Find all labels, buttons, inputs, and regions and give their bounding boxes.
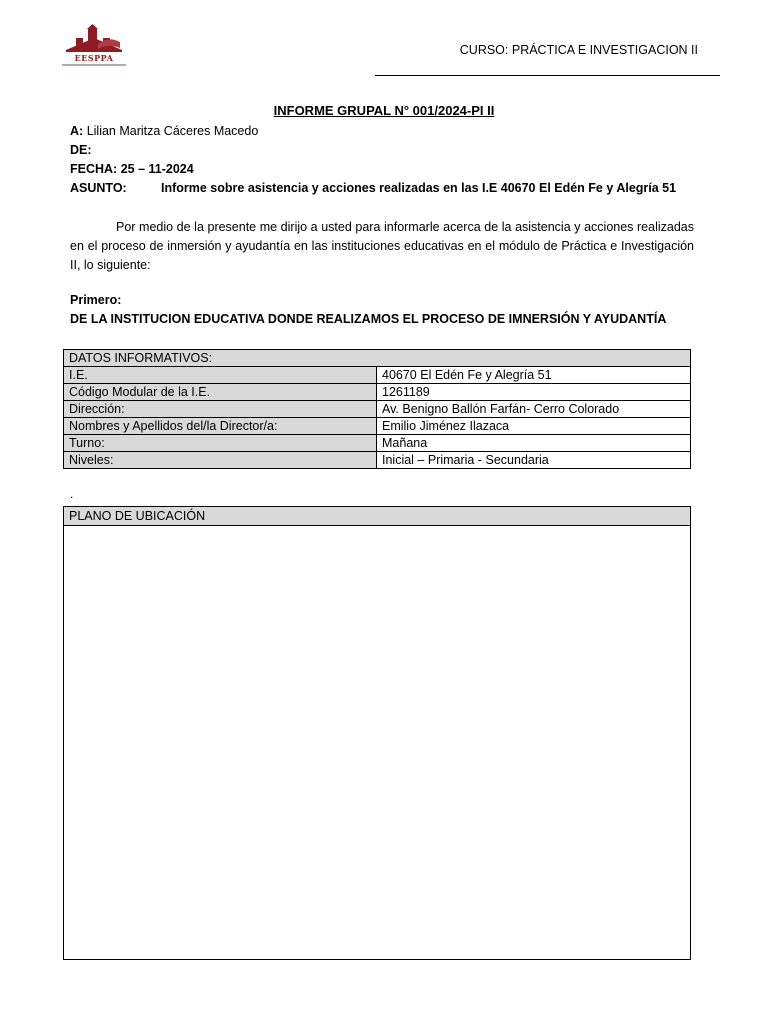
section-label: Primero: bbox=[70, 293, 122, 307]
to-line bbox=[70, 124, 258, 138]
table-cell-label: Niveles: bbox=[64, 452, 377, 469]
date-line bbox=[70, 162, 194, 176]
table-cell-label: Turno: bbox=[64, 435, 377, 452]
from-label: DE: bbox=[70, 143, 92, 157]
table-row bbox=[64, 401, 691, 418]
table-cell-label: Dirección: bbox=[64, 401, 377, 418]
table-cell-value: Emilio Jiménez Ilazaca bbox=[377, 418, 691, 435]
date-value: 25 – 11-2024 bbox=[120, 162, 194, 176]
table-row bbox=[64, 384, 691, 401]
table-cell-value: 1261189 bbox=[377, 384, 691, 401]
section-title: DE LA INSTITUCION EDUCATIVA DONDE REALIZAMOS EL PROCESO DE IMNERSIÓN Y AYUDANTÍA bbox=[70, 312, 667, 326]
location-map-header: PLANO DE UBICACIÓN bbox=[64, 507, 690, 526]
body-paragraph: Por medio de la presente me dirijo a usted para informarle acerca de la asistencia y acciones realizadas en el proceso de inmersión y ayudantía en las instituciones educativas en el módulo de Práctica e Investigación II, lo siguiente: bbox=[70, 220, 694, 272]
location-map-area bbox=[64, 526, 690, 959]
table-cell-label: Nombres y Apellidos del/la Director/a: bbox=[64, 418, 377, 435]
table-row bbox=[64, 435, 691, 452]
table-cell-value: 40670 El Edén Fe y Alegría 51 bbox=[377, 367, 691, 384]
info-table bbox=[63, 349, 691, 469]
report-title: INFORME GRUPAL N° 001/2024-PI II bbox=[273, 103, 495, 118]
table-cell-label: Código Modular de la I.E. bbox=[64, 384, 377, 401]
logo-text: EESPPA bbox=[74, 53, 114, 63]
school-logo bbox=[58, 24, 130, 74]
info-table-header: DATOS INFORMATIVOS: bbox=[64, 350, 691, 367]
header-divider bbox=[375, 75, 720, 76]
table-cell-value: Inicial – Primaria - Secundaria bbox=[377, 452, 691, 469]
table-cell-value: Mañana bbox=[377, 435, 691, 452]
table-cell-value: Av. Benigno Ballón Farfán- Cerro Colorado bbox=[377, 401, 691, 418]
info-table-header-row bbox=[64, 350, 691, 367]
to-label: A: bbox=[70, 124, 84, 138]
logo-subtitle-line bbox=[62, 64, 126, 66]
table-cell-label: I.E. bbox=[64, 367, 377, 384]
location-map-box bbox=[63, 506, 691, 960]
table-row bbox=[64, 452, 691, 469]
subject-label: ASUNTO: bbox=[70, 181, 127, 195]
course-title: CURSO: PRÁCTICA E INVESTIGACION II bbox=[459, 43, 698, 57]
school-building-icon bbox=[58, 24, 130, 54]
date-label: FECHA: bbox=[70, 162, 118, 176]
table-row bbox=[64, 418, 691, 435]
to-value: Lilian Maritza Cáceres Macedo bbox=[86, 124, 259, 138]
separator-dot: . bbox=[70, 487, 74, 501]
table-row bbox=[64, 367, 691, 384]
subject-value: Informe sobre asistencia y acciones realizadas en las I.E 40670 El Edén Fe y Alegría 51 bbox=[161, 181, 677, 195]
